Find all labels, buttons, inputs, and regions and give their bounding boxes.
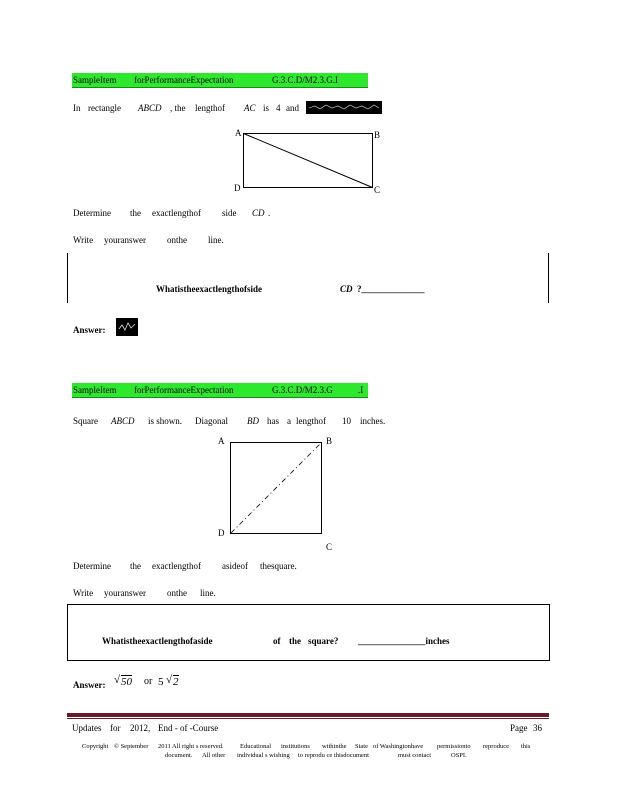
item2-stem-h: inches. <box>360 416 386 426</box>
item1-write-c: onthe <box>167 235 187 245</box>
item1-answer-box-right <box>548 253 549 303</box>
item1-stem-d: lengthof <box>195 103 225 113</box>
item1-stem-a: In <box>73 103 81 113</box>
copyright-w4: institutions <box>281 743 310 750</box>
copyright-w6: State <box>355 743 368 750</box>
item2-banner-code: G.3.C.D/M2.3.G <box>272 385 333 395</box>
copyright-l2-w3: to reprodu ce thisdocument <box>298 752 369 759</box>
footer-updates-b: for <box>110 723 121 733</box>
item2-banner <box>72 383 368 398</box>
copyright-w3: Educational <box>240 743 272 750</box>
item2-answer-rad2: 2 <box>173 676 179 688</box>
item2-answer-coef: 5 <box>158 676 164 688</box>
item2-label-c: C <box>326 542 333 552</box>
copyright-w9: reproduce <box>483 743 509 750</box>
copyright-w7: of Washingtonhave <box>373 743 424 750</box>
item1-write-a: Write <box>73 235 94 245</box>
item2-answer-label: Answer: <box>73 680 106 690</box>
copyright-w0: Copyright <box>82 743 109 750</box>
item1-question-seg: CD <box>340 284 353 294</box>
item1-stem-b: rectangle <box>88 103 121 113</box>
item2-stem-b: is shown. <box>148 416 183 426</box>
item2-stem-seg: BD <box>247 416 259 426</box>
item2-question-c: the <box>289 636 301 646</box>
item2-determine-c: exactlengthof <box>152 561 201 571</box>
item1-determine-a: Determine <box>73 208 111 218</box>
item2-question-blank[interactable]: _______________inches <box>358 636 450 646</box>
copyright-l2-w5: OSPI. <box>451 752 467 759</box>
footer-rule <box>67 713 549 717</box>
item1-banner <box>72 73 368 88</box>
sqrt-symbol-icon: √ <box>114 674 121 686</box>
item2-stem-d: has <box>267 416 279 426</box>
item1-banner-for: forPerformanceExpectation <box>134 75 234 85</box>
item1-label-c: C <box>374 185 381 195</box>
item2-label-b: B <box>326 436 333 446</box>
item1-answer-box-left <box>67 253 68 303</box>
copyright-l2-w0: document. <box>165 752 193 759</box>
item2-answer-or: or <box>144 676 153 687</box>
item2-question: Whatistheexactlengthofaside <box>102 636 213 646</box>
footer-updates-d: End - of -Course <box>158 723 219 733</box>
copyright-w8: permissionto <box>437 743 471 750</box>
item1-label-d: D <box>234 183 241 193</box>
item1-write-b: youranswer <box>104 235 146 245</box>
copyright-w5: withinthe <box>322 743 347 750</box>
item2-stem-e: a <box>287 416 291 426</box>
item2-question-b: of <box>273 636 281 646</box>
item1-determine-b: the <box>130 208 141 218</box>
footer-page-label: Page <box>510 723 528 733</box>
copyright-l2-w1: All other <box>202 752 226 759</box>
footer-page-number: 36 <box>533 723 542 733</box>
item2-stem-g: 10 <box>342 416 351 426</box>
item1-stem-e: is <box>263 103 270 113</box>
item2-write-c: onthe <box>167 588 187 598</box>
item2-determine-e: thesquare. <box>260 561 297 571</box>
copyright-l2-w4: must contact <box>398 752 432 759</box>
copyright-w2: 2011 All right s reserved. <box>158 743 224 750</box>
copyright-w1: © September <box>114 743 149 750</box>
item2-banner-for: forPerformanceExpectation <box>134 385 234 395</box>
item1-banner-code: G.3.C.D/M2.3.G.I <box>272 75 339 85</box>
item1-stem-seg: AC <box>244 103 256 113</box>
square-abcd-figure <box>229 441 324 536</box>
item1-answer-image <box>116 318 138 336</box>
item1-stem-shape: ABCD <box>138 103 162 113</box>
sqrt-symbol-icon-2: √ <box>166 674 173 686</box>
item2-stem-f: lengthof <box>296 416 326 426</box>
item1-determine-seg: CD <box>252 208 265 218</box>
item2-label-d: D <box>218 528 225 538</box>
item1-determine-d: side <box>222 208 237 218</box>
item2-stem-c: Diagonal <box>195 416 228 426</box>
footer-updates-c: 2012, <box>130 723 151 733</box>
item1-banner-label: SampleItem <box>73 75 117 85</box>
item1-label-b: B <box>374 130 381 140</box>
item1-write-d: line. <box>208 235 224 245</box>
footer-rule-thin <box>67 718 549 719</box>
item1-question: Whatistheexactlengthofside <box>156 284 262 294</box>
item2-determine-a: Determine <box>73 561 111 571</box>
item1-answer-math-image <box>116 318 138 336</box>
item2-stem-a: Square <box>73 416 98 426</box>
item1-stem-math-image <box>306 101 382 114</box>
item2-stem-shape: ABCD <box>111 416 135 426</box>
item2-answer-box <box>67 604 550 661</box>
rectangle-abcd-figure <box>243 133 375 190</box>
item2-determine-d: asideof <box>222 561 248 571</box>
item1-answer-label: Answer: <box>73 325 106 335</box>
item1-stem-g: and <box>286 103 299 113</box>
item2-answer-rad1: 50 <box>121 676 132 688</box>
item1-stem-f: 4 <box>276 103 281 113</box>
item2-banner-tail: .I <box>358 385 364 395</box>
copyright-l2-w2: individual s wishing <box>237 752 290 759</box>
item2-banner-label: SampleItem <box>73 385 117 395</box>
item2-label-a: A <box>218 436 225 446</box>
item1-determine-e: . <box>268 208 271 218</box>
item2-write-b: youranswer <box>104 588 146 598</box>
item1-determine-c: exactlengthof <box>152 208 201 218</box>
item1-stem-c: , the <box>170 103 186 113</box>
item1-stem-image <box>306 101 382 114</box>
item2-write-d: line. <box>200 588 216 598</box>
item1-question-blank[interactable]: ?______________ <box>357 284 425 294</box>
footer-updates-a: Updates <box>72 723 102 733</box>
item2-determine-b: the <box>130 561 141 571</box>
item2-question-d: square? <box>308 636 339 646</box>
item1-label-a: A <box>235 128 242 138</box>
copyright-w10: this <box>521 743 531 750</box>
item2-write-a: Write <box>73 588 94 598</box>
